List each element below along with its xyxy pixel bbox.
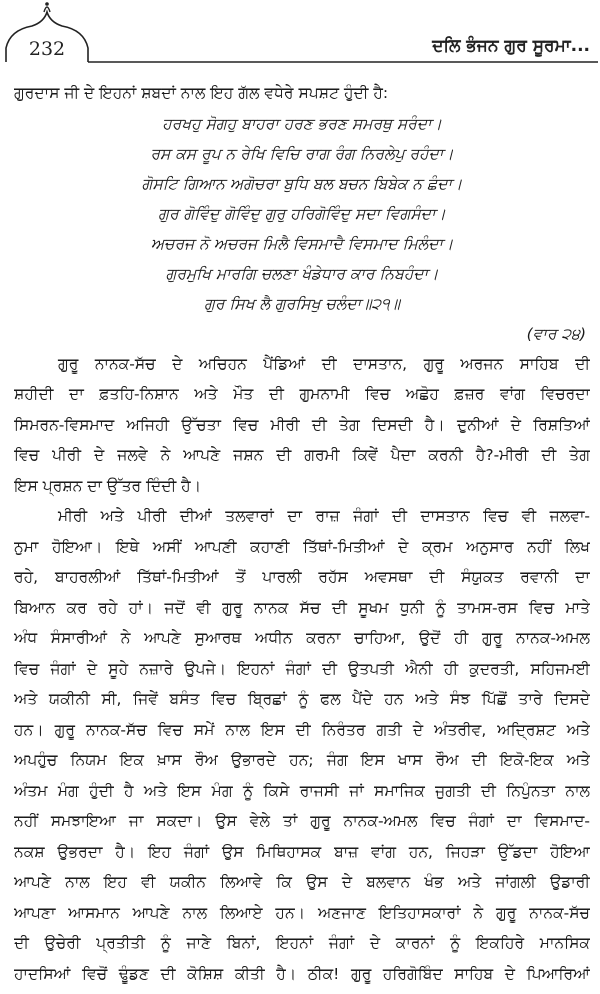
paragraph-line: ਅਪਹੁੰਚ ਨਿਯਮ ਇਕ ਖ਼ਾਸ ਰੌਅ ਉਭਾਰਦੇ ਹਨ; ਜੰਗ ਇਸ ਖਾਸ ਰੌਅ ਦੀ ਇਕੋ-ਇਕ ਅਤੇ	[14, 751, 590, 769]
header-ornament	[0, 0, 600, 70]
intro-line: ਗੁਰਦਾਸ ਜੀ ਦੇ ਇਹਨਾਂ ਸ਼ਬਦਾਂ ਨਾਲ ਇਹ ਗੱਲ ਵਧੇਰੇ ਸਪਸ਼ਟ ਹੁੰਦੀ ਹੈ:	[14, 84, 389, 102]
verse-line: ਗੋਸਟਿ ਗਿਆਨ ਅਗੋਚਰਾ ਬੁਧਿ ਬਲ ਬਚਨ ਬਿਬੇਕ ਨ ਛੰਦਾ।	[141, 174, 463, 193]
paragraph-line: ਵਿਚ ਜੰਗਾਂ ਦੇ ਸੂਹੇ ਨਜ਼ਾਰੇ ਉਪਜੇ। ਇਹਨਾਂ ਜੰਗਾਂ ਦੀ ਉਤਪਤੀ ਐਨੀ ਹੀ ਕੁਦਰਤੀ, ਸਹਿਜਮਈ	[14, 659, 590, 678]
paragraph-1	[14, 349, 590, 502]
paragraph-line: ਨਹੀਂ ਸਮਝਾਇਆ ਜਾ ਸਕਦਾ। ਉਸ ਵੇਲੇ ਤਾਂ ਗੁਰੂ ਨਾਨਕ-ਅਮਲ ਵਿਚ ਜੰਗਾਂ ਦਾ ਵਿਸਮਾਦ-	[14, 812, 590, 830]
verse-line: ਗੁਰ ਸਿਖ ਲੈ ਗੁਰਸਿਖੁ ਚਲੰਦਾ॥੨੧॥	[204, 294, 400, 313]
paragraph-line: ਅੰਤਮ ਮੰਗ ਹੁੰਦੀ ਹੈ ਅਤੇ ਇਸ ਮੰਗ ਨੂੰ ਕਿਸੇ ਰਾਜਸੀ ਜਾਂ ਸਮਾਜਿਕ ਜੁਗਤੀ ਦੀ ਨਿਪੁੰਨਤਾ ਨਾਲ	[14, 781, 590, 800]
paragraph-line: ਵਿਚ ਪੀਰੀ ਦੇ ਜਲਵੇ ਨੇ ਆਪਣੇ ਜਸ਼ਨ ਦੀ ਗਰਮੀ ਕਿਵੇਂ ਪੈਦਾ ਕਰਨੀ ਹੈ?-ਮੀਰੀ ਦੀ ਤੇਗ	[14, 446, 590, 464]
verse-line: ਗੁਰ ਗੋਵਿੰਦੁ ਗੋਵਿੰਦੁ ਗੁਰੁ ਹਰਿਗੋਵਿੰਦੁ ਸਦਾ ਵਿਗਸੰਦਾ।	[158, 204, 446, 223]
paragraph-line: ਸ਼ਹੀਦੀ ਦਾ ਫ਼ਤਹਿ-ਨਿਸ਼ਾਨ ਅਤੇ ਮੌਤ ਦੀ ਗੁਮਨਾਮੀ ਵਿਚ ਅਛੋਹ ਫ਼ਜ਼ਰ ਵਾਂਗ ਵਿਚਰਦਾ	[14, 385, 590, 403]
paragraph-line: ਨੁਮਾ ਹੋਇਆ। ਇਥੇ ਅਸੀਂ ਆਪਣੀ ਕਹਾਣੀ ਤਿੱਥਾਂ-ਮਿਤੀਆਂ ਦੇ ਕ੍ਰਮ ਅਨੁਸਾਰ ਨਹੀਂ ਲਿਖ	[14, 537, 590, 556]
paragraph-line: ਇਸ ਪ੍ਰਸ਼ਨ ਦਾ ਉੱਤਰ ਦਿੰਦੀ ਹੈ।	[14, 476, 202, 495]
paragraph-line: ਅੰਧ ਸੰਸਾਰੀਆਂ ਨੇ ਆਪਣੇ ਸੁਆਰਥ ਅਧੀਨ ਕਰਨਾ ਚਾਹਿਆ, ਉਦੋਂ ਹੀ ਗੁਰੂ ਨਾਨਕ-ਅਮਲ	[14, 629, 590, 647]
page-body	[14, 78, 590, 989]
running-title: ਦਲਿ ਭੰਜਨ ਗੁਰ ਸੂਰਮਾ...	[432, 36, 590, 56]
paragraph-line: ਦੀ ਉਚੇਰੀ ਪ੍ਰਤੀਤੀ ਨੂੰ ਜਾਣੇ ਬਿਨਾਂ, ਇਹਨਾਂ ਜੰਗਾਂ ਦੇ ਕਾਰਨਾਂ ਨੂੰ ਇਕਹਿਰੇ ਮਾਨਸਿਕ	[14, 934, 590, 952]
paragraph-line: ਆਪਣੇ ਨਾਲ ਇਹ ਵੀ ਯਕੀਨ ਲਿਆਵੇ ਕਿ ਉਸ ਦੇ ਬਲਵਾਨ ਖੰਭ ਅਤੇ ਜਾਂਗਲੀ ਉਡਾਰੀ	[14, 873, 590, 891]
paragraph-2	[14, 501, 590, 989]
paragraph-line: ਸਿਮਰਨ-ਵਿਸਮਾਦ ਅਜਿਹੀ ਉੱਚਤਾ ਵਿਚ ਮੀਰੀ ਦੀ ਤੇਗ ਦਿਸਦੀ ਹੈ। ਦੁਨੀਆਂ ਦੇ ਰਿਸ਼ਤਿਆਂ	[14, 415, 590, 434]
finial-dot-icon	[45, 2, 49, 6]
verse-line: ਅਚਰਜ ਨੋ ਅਚਰਜ ਮਿਲੈ ਵਿਸਮਾਦੈ ਵਿਸਮਾਦ ਮਿਲੰਦਾ।	[150, 234, 454, 253]
paragraph-line: ਬਿਆਨ ਕਰ ਰਹੇ ਹਾਂ। ਜਦੋਂ ਵੀ ਗੁਰੂ ਨਾਨਕ ਸੱਚ ਦੀ ਸੂਖਮ ਧੁਨੀ ਨੂੰ ਤਾਮਸ-ਰਸ ਵਿਚ ਮਾਤੇ	[14, 598, 590, 617]
verse-citation: (ਵਾਰ ੨੪)	[526, 324, 586, 343]
paragraph-line: ਅਤੇ ਯਕੀਨੀ ਸੀ, ਜਿਵੇਂ ਬਸੰਤ ਵਿਚ ਬ੍ਰਿਛਾਂ ਨੂੰ ਫਲ ਪੈਂਦੇ ਹਨ ਅਤੇ ਸੰਝ ਪਿੱਛੋਂ ਤਾਰੇ ਦਿਸਦੇ	[14, 690, 590, 708]
paragraph-line: ਮੀਰੀ ਅਤੇ ਪੀਰੀ ਦੀਆਂ ਤਲਵਾਰਾਂ ਦਾ ਰਾਜ਼ ਜੰਗਾਂ ਦੀ ਦਾਸਤਾਨ ਵਿਚ ਵੀ ਜਲਵਾ-	[58, 507, 590, 525]
verse-block	[14, 109, 590, 319]
paragraph-line: ਨਕਸ਼ ਉਭਰਦਾ ਹੈ। ਇਹ ਜੰਗਾਂ ਉਸ ਮਿਥਿਹਾਸਕ ਬਾਜ਼ ਵਾਂਗ ਹਨ, ਜਿਹੜਾ ਉੱਡਦਾ ਹੋਇਆ	[14, 842, 590, 861]
verse-line: ਹਰਖਹੁ ਸੋਗਹੁ ਬਾਹਰਾ ਹਰਣ ਭਰਣ ਸਮਰਥੁ ਸਰੰਦਾ।	[162, 114, 442, 133]
verse-line: ਰਸ ਕਸ ਰੂਪ ਨ ਰੇਖਿ ਵਿਚਿ ਰਾਗ ਰੰਗ ਨਿਰਲੇਪੁ ਰਹੰਦਾ।	[150, 144, 454, 163]
paragraph-line: ਰਹੇ, ਬਾਹਰਲੀਆਂ ਤਿੱਥਾਂ-ਮਿਤੀਆਂ ਤੋਂ ਪਾਰਲੀ ਰਹੱਸ ਅਵਸਥਾ ਦੀ ਸੰਯੁਕਤ ਰਵਾਨੀ ਦਾ	[14, 568, 590, 586]
paragraph-line: ਆਪਣਾ ਆਸਮਾਨ ਆਪਣੇ ਨਾਲ ਲਿਆਏ ਹਨ। ਅਣਜਾਣ ਇਤਿਹਾਸਕਾਰਾਂ ਨੇ ਗੁਰੂ ਨਾਨਕ-ਸੱਚ	[14, 903, 590, 922]
paragraph-line: ਹਨ। ਗੁਰੂ ਨਾਨਕ-ਸੱਚ ਵਿਚ ਸਮੇਂ ਨਾਲ ਇਸ ਦੀ ਨਿਰੰਤਰ ਗਤੀ ਦੇ ਅੰਤਰੀਵ, ਅਦ੍ਰਿਸ਼ਟ ਅਤੇ	[14, 720, 590, 739]
verse-line: ਗੁਰਮੁਖਿ ਮਾਰਗਿ ਚਲਣਾ ਖੰਡੇਧਾਰ ਕਾਰ ਨਿਬਹੰਦਾ।	[165, 264, 439, 283]
page-number: 232	[28, 38, 66, 60]
page-header	[0, 0, 600, 70]
paragraph-line: ਹਾਦਸਿਆਂ ਵਿਚੋਂ ਢੂੰਡਣ ਦੀ ਕੋਸ਼ਿਸ਼ ਕੀਤੀ ਹੈ। ਠੀਕ! ਗੁਰੂ ਹਰਿਗੋਬਿੰਦ ਸਾਹਿਬ ਦੇ ਪਿਆਰਿਆਂ	[14, 964, 590, 983]
paragraph-line: ਗੁਰੂ ਨਾਨਕ-ਸੱਚ ਦੇ ਅਚਿਹਨ ਪੈਂਡਿਆਂ ਦੀ ਦਾਸਤਾਨ, ਗੁਰੂ ਅਰਜਨ ਸਾਹਿਬ ਦੀ	[58, 354, 590, 373]
